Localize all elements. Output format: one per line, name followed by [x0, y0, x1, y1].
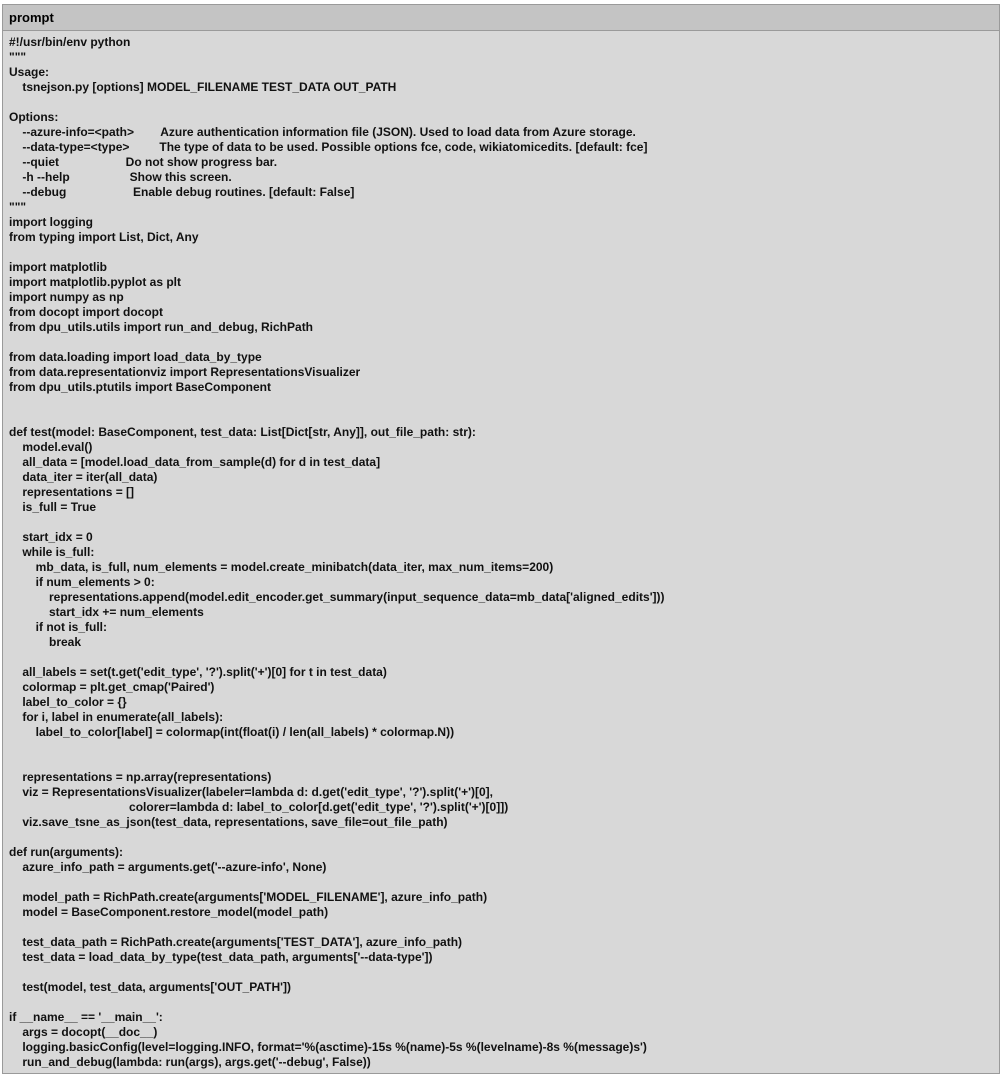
code-line: """: [9, 50, 27, 64]
code-line: import matplotlib: [9, 260, 107, 274]
code-line: def test(model: BaseComponent, test_data: List[Dict[str, Any]], out_file_path: str):: [9, 425, 476, 439]
code-line: --azure-info=<path> Azure authentication information file (JSON). Used to load data from Azure storage.: [9, 125, 636, 139]
code-line: [9, 920, 665, 935]
code-line: import numpy as np: [9, 290, 124, 304]
code-line: [9, 395, 665, 410]
code-line: [9, 515, 665, 530]
code-line: [9, 995, 665, 1010]
code-line: import logging: [9, 215, 93, 229]
code-line: logging.basicConfig(level=logging.INFO, format='%(asctime)-15s %(name)-5s %(levelname)-8s %(message)s'): [9, 1040, 647, 1054]
code-line: viz = RepresentationsVisualizer(labeler=lambda d: d.get('edit_type', '?').split('+')[0],: [9, 785, 494, 799]
code-line: model.eval(): [9, 440, 93, 454]
code-line: if num_elements > 0:: [9, 575, 155, 589]
code-line: is_full = True: [9, 500, 97, 514]
code-line: test_data_path = RichPath.create(arguments['TEST_DATA'], azure_info_path): [9, 935, 463, 949]
code-line: --debug Enable debug routines. [default: False]: [9, 185, 355, 199]
code-line: model = BaseComponent.restore_model(model_path): [9, 905, 329, 919]
code-line: all_data = [model.load_data_from_sample(d) for d in test_data]: [9, 455, 381, 469]
code-line: label_to_color[label] = colormap(int(float(i) / len(all_labels) * colormap.N)): [9, 725, 455, 739]
header-label: prompt: [9, 10, 54, 25]
code-line: from docopt import docopt: [9, 305, 163, 319]
code-line: [9, 650, 665, 665]
code-line: test_data = load_data_by_type(test_data_path, arguments['--data-type']): [9, 950, 433, 964]
code-line: break: [9, 635, 82, 649]
code-line: from dpu_utils.ptutils import BaseComponent: [9, 380, 272, 394]
panel-header: [3, 5, 999, 31]
code-line: [9, 965, 665, 980]
code-line: representations = []: [9, 485, 135, 499]
code-line: --quiet Do not show progress bar.: [9, 155, 278, 169]
code-line: test(model, test_data, arguments['OUT_PATH']): [9, 980, 291, 994]
code-line: from data.representationviz import RepresentationsVisualizer: [9, 365, 361, 379]
code-line: [9, 335, 665, 350]
code-line: all_labels = set(t.get('edit_type', '?').split('+')[0] for t in test_data): [9, 665, 387, 679]
code-line: while is_full:: [9, 545, 95, 559]
code-line: data_iter = iter(all_data): [9, 470, 158, 484]
code-line: args = docopt(__doc__): [9, 1025, 158, 1039]
code-line: from typing import List, Dict, Any: [9, 230, 199, 244]
code-line: from dpu_utils.utils import run_and_debug, RichPath: [9, 320, 314, 334]
code-line: representations = np.array(representations): [9, 770, 272, 784]
code-line: import matplotlib.pyplot as plt: [9, 275, 181, 289]
code-line: if not is_full:: [9, 620, 107, 634]
code-line: mb_data, is_full, num_elements = model.create_minibatch(data_iter, max_num_items=200): [9, 560, 554, 574]
code-line: [9, 830, 665, 845]
code-line: representations.append(model.edit_encoder.get_summary(input_sequence_data=mb_data['aligned_edits'])): [9, 590, 665, 604]
code-line: Options:: [9, 110, 59, 124]
code-line: def run(arguments):: [9, 845, 123, 859]
code-line: from data.loading import load_data_by_type: [9, 350, 262, 364]
prompt-panel: [2, 4, 1000, 1074]
code-line: start_idx = 0: [9, 530, 93, 544]
code-line: colormap = plt.get_cmap('Paired'): [9, 680, 215, 694]
code-line: [9, 95, 665, 110]
code-line: [9, 875, 665, 890]
code-line: -h --help Show this screen.: [9, 170, 232, 184]
code-line: [9, 740, 665, 755]
code-line: start_idx += num_elements: [9, 605, 204, 619]
code-line: if __name__ == '__main__':: [9, 1010, 163, 1024]
code-line: Usage:: [9, 65, 50, 79]
code-line: [9, 755, 665, 770]
code-line: colorer=lambda d: label_to_color[d.get('edit_type', '?').split('+')[0]]): [9, 800, 509, 814]
code-line: for i, label in enumerate(all_labels):: [9, 710, 224, 724]
code-line: tsnejson.py [options] MODEL_FILENAME TEST_DATA OUT_PATH: [9, 80, 397, 94]
code-line: --data-type=<type> The type of data to be used. Possible options fce, code, wikiatomicedits. [default: fce]: [9, 140, 648, 154]
code-line: model_path = RichPath.create(arguments['MODEL_FILENAME'], azure_info_path): [9, 890, 488, 904]
code-line: [9, 410, 665, 425]
code-line: [9, 245, 665, 260]
code-line: run_and_debug(lambda: run(args), args.get('--debug', False)): [9, 1055, 371, 1069]
code-line: viz.save_tsne_as_json(test_data, representations, save_file=out_file_path): [9, 815, 448, 829]
code-block: [9, 35, 665, 1070]
code-line: azure_info_path = arguments.get('--azure-info', None): [9, 860, 327, 874]
code-line: label_to_color = {}: [9, 695, 127, 709]
code-line: """: [9, 200, 27, 214]
code-line: #!/usr/bin/env python: [9, 35, 131, 49]
